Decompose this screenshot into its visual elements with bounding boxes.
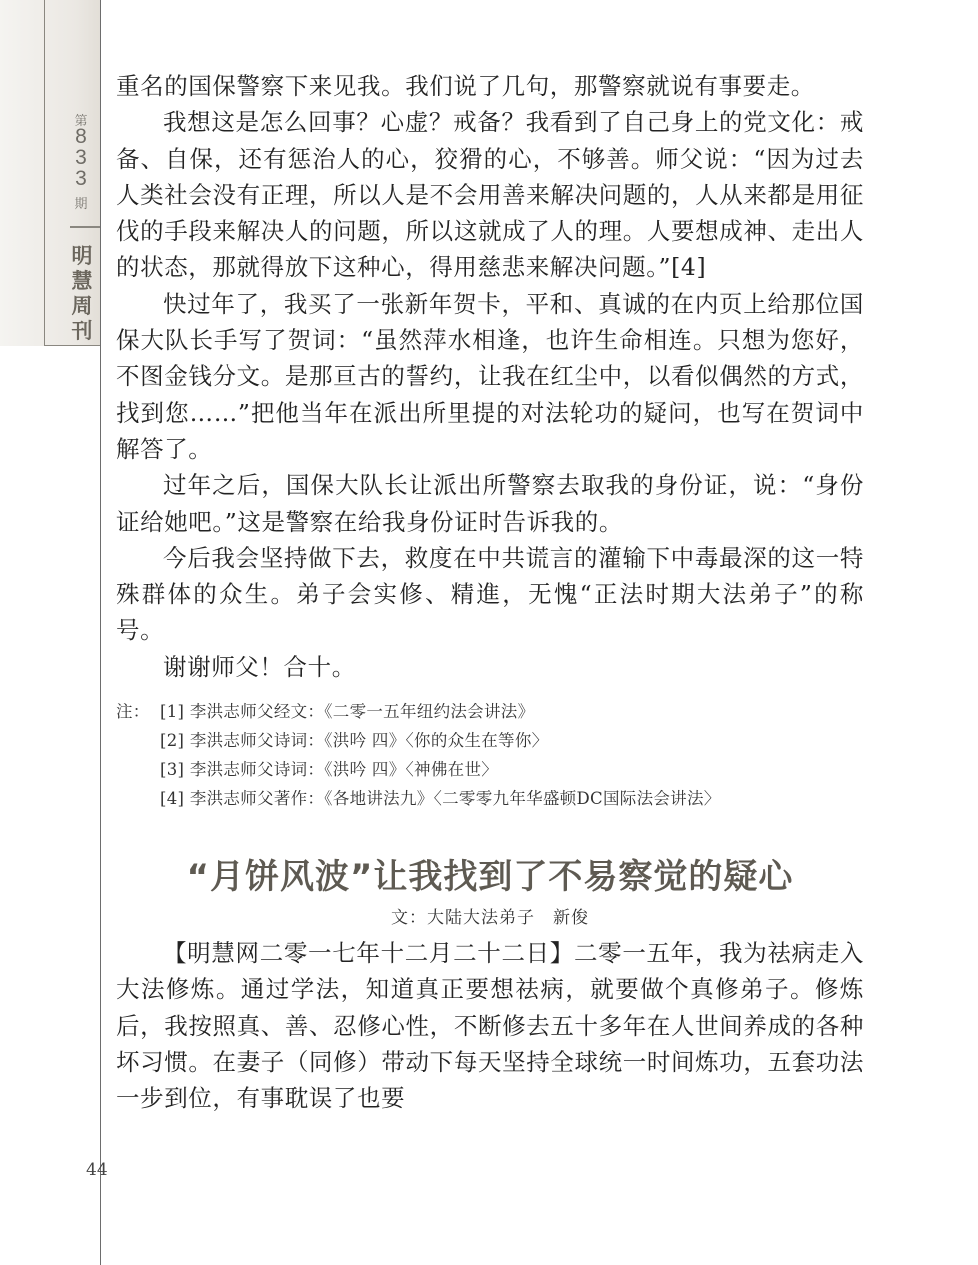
magazine-title-char: 周	[71, 294, 93, 318]
main-content	[116, 68, 864, 1117]
footnote	[116, 726, 864, 755]
footnote-prefix	[116, 755, 160, 784]
paragraph: 【明慧网二零一七年十二月二十二日】二零一五年，我为祛病走入大法修炼。通过学法，知道真正要想祛病，就要做个真修弟子。修炼后，我按照真、善、忍修心性，不断修去五十多年在人世间养成的各种坏习惯。在妻子（同修）带动下每天坚持全球统一时间炼功，五套功法一步到位，有事耽误了也要	[116, 939, 864, 1113]
paragraph: 我想这是怎么回事？心虚？戒备？我看到了自己身上的党文化：戒备、自保，还有惩治人的心，狡猾的心，不够善。师父说：“因为过去人类社会没有正理，所以人是不会用善来解决问题的，人从来都是用征伐的手段来解决人的问题，所以这就成了人的理。人要想成神、走出人的状态，那就得放下这种心，得用慈悲来解决问题。”[4]	[116, 108, 864, 282]
footnote-prefix	[116, 726, 160, 755]
footnote-prefix: 注：	[116, 702, 150, 722]
magazine-title	[68, 244, 96, 344]
footnote	[116, 784, 864, 813]
sidebar	[0, 0, 108, 1265]
issue-prefix: 第	[74, 113, 88, 128]
magazine-title-char: 慧	[71, 269, 93, 293]
issue-suffix: 期	[74, 196, 88, 211]
footnote-prefix	[116, 784, 160, 813]
footnote-text: [3] 李洪志师父诗词：《洪吟 四》〈神佛在世〉	[160, 760, 499, 780]
paragraph: 过年之后，国保大队长让派出所警察去取我的身份证，说：“身份证给她吧。”这是警察在给我身份证时告诉我的。	[116, 471, 864, 536]
magazine-title-char: 刊	[71, 319, 93, 343]
sidebar-rule	[100, 0, 101, 1265]
footnote-text: [4] 李洪志师父著作：《各地讲法九》〈二零零九年华盛顿DC国际法会讲法〉	[160, 789, 721, 809]
footnote-text: [2] 李洪志师父诗词：《洪吟 四》〈你的众生在等你〉	[160, 731, 549, 751]
paragraph: 重名的国保警察下来见我。我们说了几句，那警察就说有事要走。	[116, 72, 815, 100]
footnote-text: [1] 李洪志师父经文：《二零一五年纽约法会讲法》	[160, 702, 535, 722]
paragraph: 谢谢师父！合十。	[163, 652, 356, 681]
issue-number: 8 3 3	[75, 125, 87, 190]
page-number: 44	[86, 1160, 108, 1180]
article-title: “月饼风波”让我找到了不易察觉的疑心	[186, 857, 794, 898]
article-byline: 文：大陆大法弟子 新俊	[391, 908, 589, 929]
paragraph: 快过年了，我买了一张新年贺卡，平和、真诚的在内页上给那位国保大队长手写了贺词：“虽然萍水相逢，也许生命相连。只想为您好，不图金钱分文。是那亘古的誓约，让我在红尘中，以看似偶然的方式，找到您……”把他当年在派出所里提的对法轮功的疑问，也写在贺词中解答了。	[116, 289, 864, 463]
footnote	[116, 755, 864, 784]
footnotes	[116, 697, 864, 813]
issue-divider	[70, 226, 100, 228]
magazine-title-char: 明	[71, 244, 93, 268]
paragraph: 今后我会坚持做下去，救度在中共谎言的灌输下中毒最深的这一特殊群体的众生。弟子会实修、精進，无愧“正法时期大法弟子”的称号。	[116, 543, 864, 645]
footnote	[116, 697, 864, 726]
